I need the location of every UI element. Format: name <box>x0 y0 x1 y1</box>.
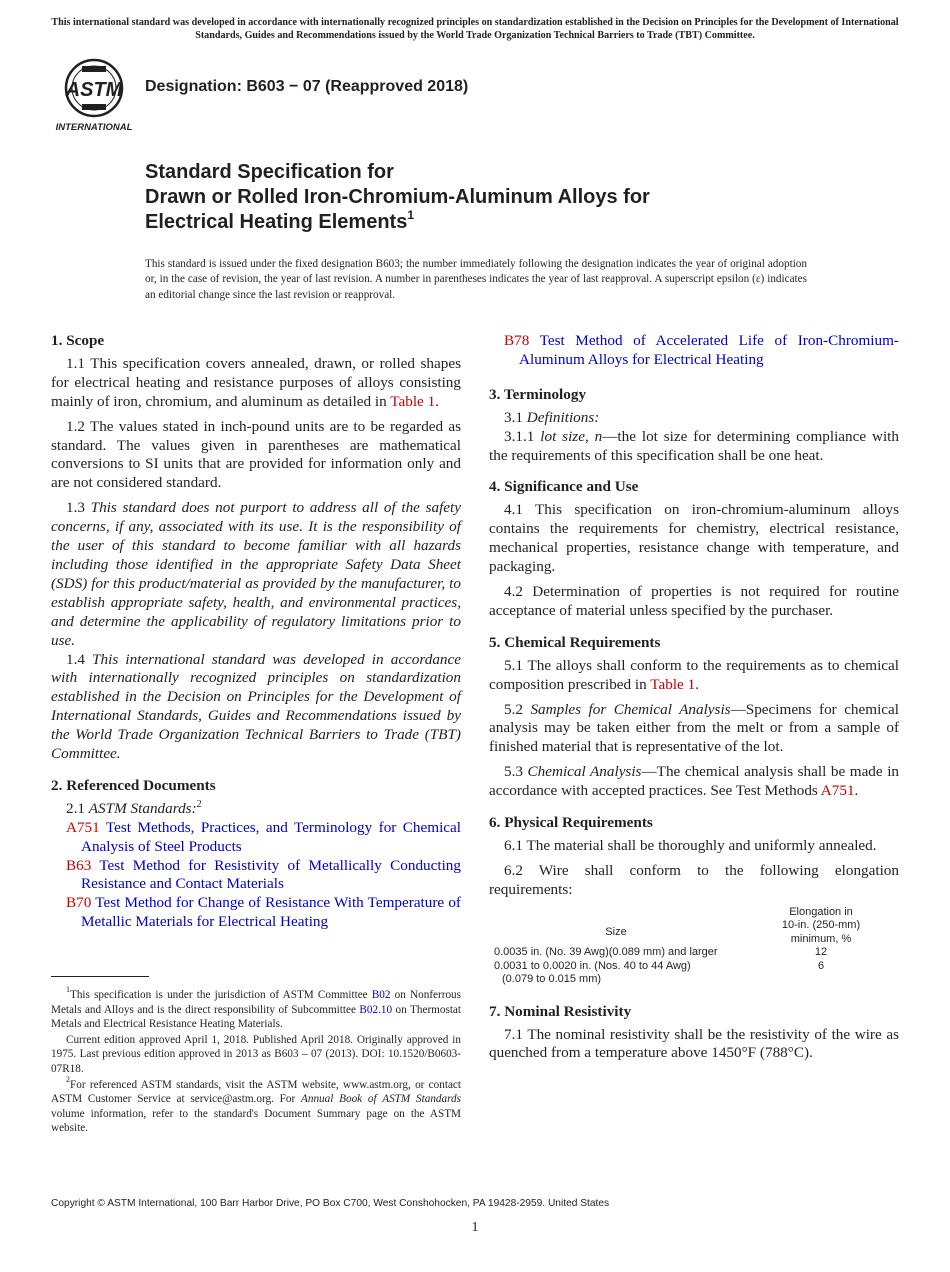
title-footnote-mark: 1 <box>407 208 415 222</box>
para-1-1: 1.1 This specification covers annealed, drawn, or rolled shapes for electrical heating and resistance purposes of alloys consisting mainly of iron, chromium, and aluminum as detailed in Table 1. <box>51 354 461 410</box>
para-1-4 <box>51 651 461 764</box>
a751-link[interactable]: A751 <box>820 782 855 800</box>
section-7-heading: 7. Nominal Resistivity <box>489 1002 632 1020</box>
para-7-1: 7.1 The nominal resistivity shall be the resistivity of the wire as quenched from a temperature above 1450°F (788°C). <box>489 1025 899 1062</box>
col-size-header: Size <box>605 926 627 939</box>
row2-size-l1: 0.0031 to 0.0020 in. (Nos. 40 to 44 Awg) <box>494 959 691 972</box>
para-6-1: 6.1 The material shall be thoroughly and uniformly annealed. <box>504 836 877 854</box>
para-6-2: 6.2 Wire shall conform to the following elongation requirements: <box>489 861 899 898</box>
para-1-3-num: 1.3 <box>66 499 91 517</box>
para-3-1 <box>489 409 899 428</box>
left-column <box>51 332 461 932</box>
para-3-1-1 <box>489 428 899 466</box>
document-title <box>145 160 650 235</box>
para-3-1-num: 3.1 <box>504 408 527 426</box>
ref-b70[interactable] <box>51 894 461 932</box>
footnote-1-text-a: This specification is under the jurisdiction of ASTM Committee <box>70 989 372 1001</box>
section-4-heading: 4. Significance and Use <box>489 478 639 496</box>
b02-link[interactable]: B02 <box>371 989 391 1001</box>
para-1-2: 1.2 The values stated in inch-pound units are to be regarded as standard. The values given in parentheses are mathematical conversions to SI units that are provided for information only and are not considered standard. <box>51 417 461 492</box>
footnote-2-italic: Annual Book of ASTM Standards <box>301 1093 461 1106</box>
footnote-2-text-b: volume information, refer to the standard's Document Summary page on the ASTM website. <box>51 1107 461 1135</box>
footnote-divider <box>51 976 149 977</box>
ref-a751-title[interactable]: Test Methods, Practices, and Terminology for Chemical Analysis of Steel Products <box>81 818 461 855</box>
row2-size <box>489 960 743 987</box>
para-1-4-text: This international standard was developed in accordance with internationally recognized principles on standardization established in the Decision on Principles for the Development of International Standards, Guides and Recommendations issued by the World Trade Organization Technical Barriers to Trade (TBT) Committee. <box>51 650 462 763</box>
table-row <box>489 960 899 987</box>
ref-b70-code[interactable]: B70 <box>66 894 92 912</box>
wto-notice: This international standard was developed in accordance with internationally recognized principles on standardization established in the Decision on Principles for the Development of International Standards, Guides and Recommendations issued by the World Trade Organization Technical Barriers to Trade (TBT) Committee. <box>51 17 899 41</box>
table-1-link[interactable]: Table 1 <box>390 392 436 410</box>
row2-size-l2: (0.079 to 0.015 mm) <box>502 973 602 986</box>
para-5-3-term: Chemical Analysis <box>527 763 642 781</box>
para-5-1: 5.1 The alloys shall conform to the requirements as to chemical composition prescribed in Table 1. <box>489 656 899 693</box>
elongation-table-header <box>489 906 899 947</box>
section-1-heading: 1. Scope <box>51 332 105 349</box>
title-line-1: Standard Specification for <box>145 161 394 183</box>
section-3-heading: 3. Terminology <box>489 385 587 403</box>
elongation-table <box>489 906 899 987</box>
para-4-2: 4.2 Determination of properties is not required for routine acceptance of material unless specified by the purchaser. <box>489 582 899 619</box>
para-5-3-num: 5.3 <box>504 763 528 781</box>
logo-letters: ASTM <box>65 79 123 101</box>
ref-b63[interactable] <box>51 857 461 895</box>
para-2-1-sup: 2 <box>196 798 202 810</box>
para-2-1-num: 2.1 <box>66 799 89 817</box>
ref-b63-code[interactable]: B63 <box>66 856 92 874</box>
row2-value: 6 <box>817 959 825 972</box>
para-4-1: 4.1 This specification on iron-chromium-aluminum alloys contains the requirements for chemistry, electrical resistance, mechanical properties, resistance change with temperature, and packaging. <box>489 501 899 576</box>
footnotes <box>51 985 462 1137</box>
page-number: 1 <box>471 1220 479 1235</box>
ref-b78-code[interactable]: B78 <box>504 332 530 349</box>
para-5-2-text: —Specimens for chemical analysis may be taken either from the melt or from a sample of finished material that is representative of the lot. <box>489 700 900 756</box>
footnote-2-mark: 2 <box>66 1074 70 1084</box>
copyright-line: Copyright © ASTM International, 100 Barr Harbor Drive, PO Box C700, West Conshohocken, PA 19428-2959. United States <box>51 1198 610 1209</box>
section-5-heading: 5. Chemical Requirements <box>489 633 661 651</box>
logo-org: INTERNATIONAL <box>55 122 133 133</box>
ref-b63-title[interactable]: Test Method for Resistivity of Metallically Conducting Resistance and Contact Materials <box>81 856 461 893</box>
para-2-1 <box>51 800 461 819</box>
para-3-1-1-text: —the lot size for determining compliance with the requirements of this specification shall be one heat. <box>489 427 899 464</box>
title-line-3 <box>145 210 650 235</box>
row1-size: 0.0035 in. (No. 39 Awg)(0.089 mm) and larger <box>494 946 718 959</box>
footnote-1 <box>51 985 462 1032</box>
footnote-1-text-b: on Nonferrous Metals and Alloys and is the direct responsibility of Subcommittee <box>51 989 462 1016</box>
table-row <box>489 946 899 960</box>
ref-a751-code[interactable]: A751 <box>66 818 100 836</box>
para-1-1-text: 1.1 This specification covers annealed, drawn, or rolled shapes for electrical heating and resistance purposes of alloys consisting mainly of iron, chromium, and aluminum as detailed in <box>51 354 461 410</box>
para-3-1-1-num: 3.1.1 <box>504 427 541 445</box>
table-1-link-2[interactable]: Table 1 <box>650 675 696 693</box>
para-3-1-text: Definitions: <box>526 408 600 426</box>
para-5-2-term: Samples for Chemical Analysis <box>530 700 731 718</box>
section-6-heading: 6. Physical Requirements <box>489 814 653 832</box>
section-2-heading: 2. Referenced Documents <box>51 776 216 794</box>
b02-10-link[interactable]: B02.10 <box>359 1003 393 1016</box>
para-1-3 <box>51 499 461 650</box>
designation: Designation: B603 − 07 (Reapproved 2018) <box>145 78 469 95</box>
para-2-1-text: ASTM Standards: <box>88 799 197 817</box>
col-elongation-l1: Elongation in <box>789 905 853 918</box>
footnote-2 <box>51 1074 461 1136</box>
title-line-3-text: Electrical Heating Elements <box>145 211 408 233</box>
para-3-1-1-term: lot size, n <box>540 427 603 445</box>
para-5-3: 5.3 Chemical Analysis—The chemical analysis shall be made in accordance with accepted practices. See Test Methods A751. <box>489 763 900 800</box>
para-5-3-text: —The chemical analysis shall be made in accordance with accepted practices. See Test Methods <box>489 763 900 800</box>
footnote-2-text-a: For referenced ASTM standards, visit the ASTM website, www.astm.org, or contact ASTM Customer Service at service@astm.org. For <box>51 1078 461 1106</box>
para-5-2 <box>489 701 899 758</box>
row1-value: 12 <box>814 946 828 959</box>
astm-logo <box>52 56 136 134</box>
ref-a751[interactable] <box>51 819 461 857</box>
col-elongation-header <box>743 906 899 947</box>
col-elongation-l3: minimum, % <box>790 932 852 945</box>
ref-b78-title[interactable]: Test Method of Accelerated Life of Iron-Chromium-Aluminum Alloys for Electrical Heating <box>519 332 899 368</box>
astm-logo-mark <box>52 56 136 134</box>
para-5-1-text: 5.1 The alloys shall conform to the requirements as to chemical composition prescribed in <box>489 656 899 693</box>
para-5-2-num: 5.2 <box>504 700 531 718</box>
title-line-2: Drawn or Rolled Iron-Chromium-Aluminum Alloys for <box>145 186 650 208</box>
footnote-1-mark: 1 <box>66 985 70 994</box>
footnote-1-text-c: on Thermostat Metals and Electrical Resistance Heating Materials. <box>51 1003 461 1031</box>
col-elongation-l2: 10-in. (250-mm) <box>781 919 861 932</box>
footnote-edition: Current edition approved April 1, 2018. Published April 2018. Originally approved in 1975. Last previous edition approved in 2013 as B603 – 07 (2013). DOI: 10.1520/B0603-07R18. <box>51 1033 461 1075</box>
ref-b70-title[interactable]: Test Method for Change of Resistance With Temperature of Metallic Materials for Electrical Heating <box>81 894 461 931</box>
para-1-3-text: This standard does not purport to address all of the safety concerns, if any, associated with its use. It is the responsibility of the user of this standard to become familiar with all hazards including those identified in the appropriate Safety Data Sheet (SDS) for this product/material as provided by the manufacturer, to establish appropriate safety, health, and environmental practices, and determine the applicability of regulatory limitations prior to use. <box>51 499 462 649</box>
para-1-4-num: 1.4 <box>66 650 93 668</box>
issued-note: This standard is issued under the fixed designation B603; the number immediately following the designation indicates the year of original adoption or, in the case of revision, the year of last revision. A number in parentheses indicates the year of last reapproval. A superscript epsilon (ε) indicates an editorial change since the last revision or reapproval. <box>145 258 807 301</box>
ref-b78[interactable] <box>489 332 899 370</box>
right-column <box>489 332 899 1069</box>
